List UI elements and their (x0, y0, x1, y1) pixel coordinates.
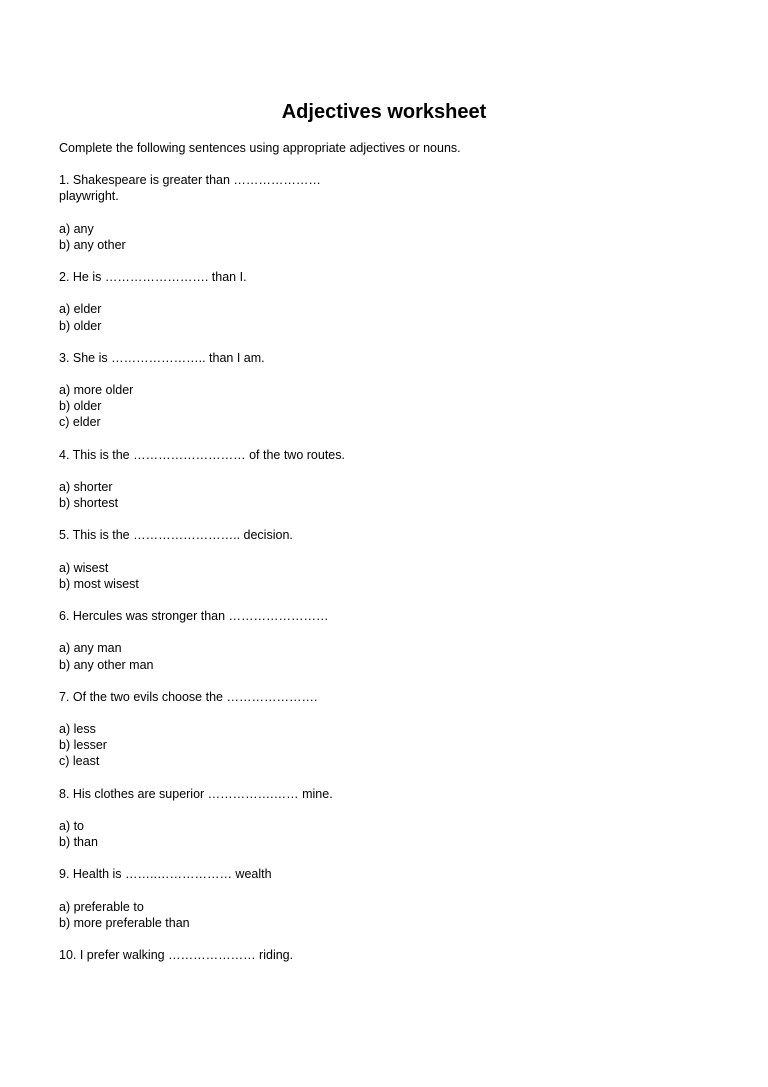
question-block (59, 608, 739, 689)
spacer (59, 850, 739, 866)
question-block (59, 947, 739, 963)
instructions: Complete the following sentences using appropriate adjectives or nouns. (59, 141, 461, 155)
answer-option: b) than (59, 835, 98, 850)
page-title: Adjectives worksheet (281, 101, 487, 123)
answer-option: c) least (59, 754, 100, 769)
spacer (59, 334, 739, 350)
answer-option: b) any other (59, 237, 126, 252)
spacer (59, 673, 739, 689)
answer-option: c) elder (59, 415, 101, 430)
question-block (59, 786, 739, 867)
question-text: 5. This is the …………………….. decision. (59, 528, 293, 543)
spacer (59, 882, 739, 898)
spacer (59, 253, 739, 269)
question-block (59, 447, 739, 528)
spacer (59, 624, 739, 640)
question-text: 1. Shakespeare is greater than ………………… (59, 173, 321, 188)
spacer (59, 802, 739, 818)
worksheet-content (59, 140, 739, 963)
answer-option: a) any man (59, 641, 122, 656)
question-text: 3. She is ………………….. than I am. (59, 350, 265, 365)
question-text: 9. Health is ……..……………… wealth (59, 867, 272, 882)
answer-option: b) more preferable than (59, 915, 190, 930)
spacer (59, 205, 739, 221)
question-block (59, 689, 739, 786)
answer-option: a) shorter (59, 479, 113, 494)
question-text: playwright. (59, 189, 119, 204)
spacer (59, 931, 739, 947)
answer-option: a) to (59, 818, 85, 833)
answer-option: a) elder (59, 302, 102, 317)
question-text: 10. I prefer walking ………………… riding. (59, 948, 294, 963)
question-text: 6. Hercules was stronger than …………………… (59, 609, 329, 624)
question-block (59, 269, 739, 350)
spacer (59, 463, 739, 479)
spacer (59, 285, 739, 301)
question-text: 8. His clothes are superior …………….…… mine. (59, 786, 333, 801)
answer-option: b) older (59, 399, 102, 414)
spacer (59, 769, 739, 785)
answer-option: a) more older (59, 383, 134, 398)
question-block (59, 172, 739, 269)
answer-option: a) wisest (59, 560, 109, 575)
answer-option: b) older (59, 318, 102, 333)
spacer (59, 544, 739, 560)
question-block (59, 866, 739, 947)
answer-option: b) lesser (59, 738, 107, 753)
spacer (59, 592, 739, 608)
answer-option: a) any (59, 221, 94, 236)
question-block (59, 527, 739, 608)
spacer (59, 156, 739, 172)
spacer (59, 431, 739, 447)
question-block (59, 350, 739, 447)
spacer (59, 511, 739, 527)
question-text: 4. This is the ……………………… of the two routes. (59, 447, 345, 462)
answer-option: b) shortest (59, 496, 119, 511)
answer-option: b) any other man (59, 657, 154, 672)
question-text: 7. Of the two evils choose the …………………. (59, 689, 318, 704)
answer-option: b) most wisest (59, 576, 139, 591)
spacer (59, 705, 739, 721)
answer-option: a) preferable to (59, 899, 144, 914)
answer-option: a) less (59, 722, 96, 737)
spacer (59, 366, 739, 382)
question-text: 2. He is ……………………. than I. (59, 270, 247, 285)
